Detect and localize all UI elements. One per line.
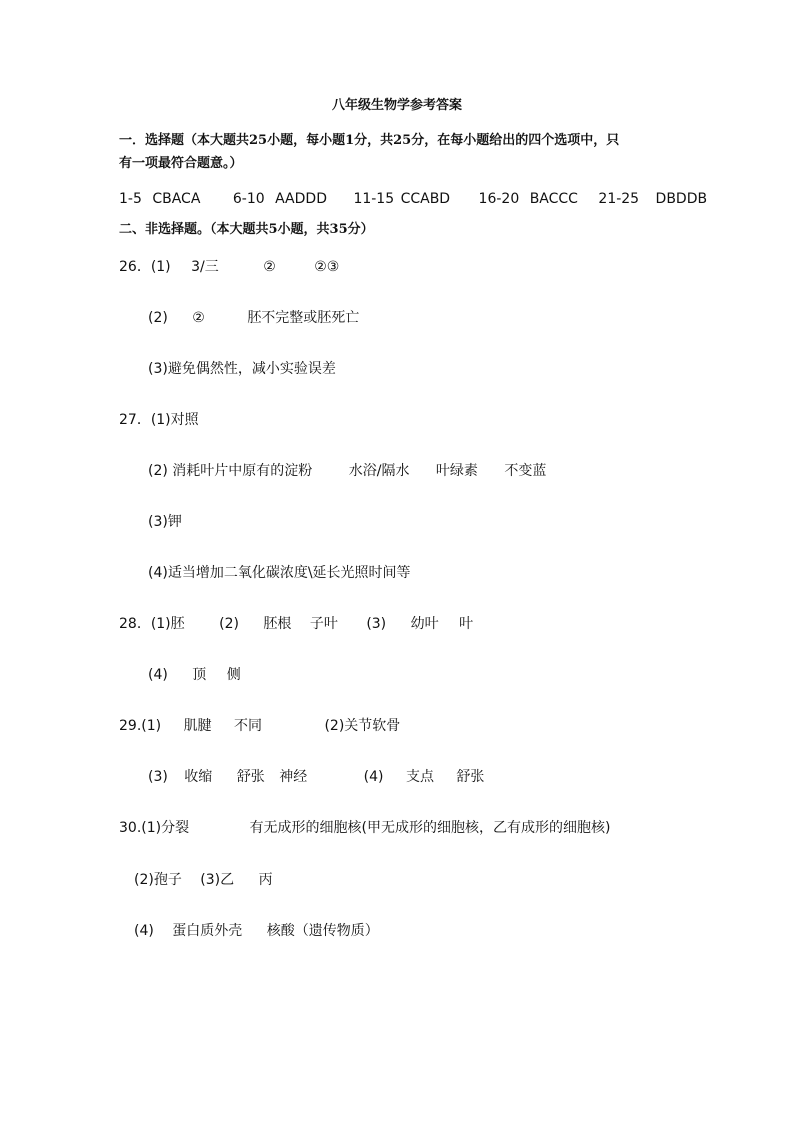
q30-answer: 核酸（遗传物质） xyxy=(266,923,379,939)
q27-line1: 27．(1)对照 xyxy=(119,412,199,428)
q26-answer: ② xyxy=(263,259,276,275)
section1-heading-line1: 一．选择题（本大题共25小题，每小题1分，共25分，在每小题给出的四个选项中，只 xyxy=(119,133,620,148)
q30-answer: (3)乙 xyxy=(200,872,235,888)
q30-sub-number: (4) xyxy=(134,923,154,939)
q29-answer: (2)关节软骨 xyxy=(324,718,401,734)
answer-range: 1-5 xyxy=(119,191,142,207)
q27-line3: (3)钾 xyxy=(148,514,182,530)
page-title: 八年级生物学参考答案 xyxy=(331,98,462,113)
q30-answer: 蛋白质外壳 xyxy=(172,923,243,939)
q28-answer: 胚根 xyxy=(263,616,292,632)
q26-answer: ②③ xyxy=(314,259,340,275)
q27-answer: 叶绿素 xyxy=(435,463,478,479)
q26-number: 26．(1) xyxy=(119,259,171,275)
answer-range: 21-25 xyxy=(598,191,640,207)
q28-answer: 28．(1)胚 xyxy=(119,616,185,632)
q27-answer: 不变蓝 xyxy=(504,463,547,479)
q29-sub-number: (3) xyxy=(148,769,168,785)
q29-sub-number: (4) xyxy=(363,769,384,785)
q29-answer: 支点 xyxy=(405,769,434,785)
q28-answer: 幼叶 xyxy=(410,616,439,632)
q26-line1 xyxy=(119,258,339,276)
q29-answer: 不同 xyxy=(234,718,263,734)
answer-keys: CCABD xyxy=(400,191,451,207)
q28-sub-number: (3) xyxy=(366,616,387,632)
q28-sub-number: (4) xyxy=(148,667,168,683)
q30-line3 xyxy=(134,922,379,940)
q30-answer: (2)孢子 xyxy=(134,872,182,888)
q29-line2 xyxy=(148,768,484,786)
q27-line4: (4)适当增加二氧化碳浓度\延长光照时间等 xyxy=(148,565,411,581)
q26-answer: ② xyxy=(192,310,205,326)
q28-line2 xyxy=(148,666,241,684)
q30-line1 xyxy=(119,819,611,837)
q28-answer: 顶 xyxy=(192,667,207,683)
q26-line2 xyxy=(148,309,359,327)
q26-answer: 3/三 xyxy=(191,259,219,275)
q26-line3: (3)避免偶然性，减小实验误差 xyxy=(148,361,336,377)
section1-heading-line2: 有一项最符合题意。） xyxy=(119,156,243,171)
q28-line1 xyxy=(119,615,473,633)
q30-answer: 丙 xyxy=(258,872,273,888)
q27-line2 xyxy=(148,462,546,480)
q28-answer: 侧 xyxy=(226,667,241,683)
answer-keys: AADDD xyxy=(275,191,327,207)
section2-heading: 二、非选择题。（本大题共5小题，共35分） xyxy=(119,222,374,237)
q29-answer: 肌腱 xyxy=(183,718,212,734)
q28-sub-number: (2) xyxy=(219,616,239,632)
q27-answer: (2) 消耗叶片中原有的淀粉 xyxy=(148,463,313,479)
q28-answer: 子叶 xyxy=(309,616,338,632)
answer-keys: BACCC xyxy=(529,191,578,207)
q29-number: 29.(1) xyxy=(119,718,162,734)
q28-answer: 叶 xyxy=(459,616,474,632)
choice-answers-row xyxy=(119,190,707,208)
q26-sub-number: (2) xyxy=(148,310,168,326)
answer-range: 16-20 xyxy=(478,191,520,207)
answer-keys: DBDDB xyxy=(655,191,708,207)
q29-answer: 神经 xyxy=(279,769,308,785)
q30-answer: 有无成形的细胞核(甲无成形的细胞核，乙有成形的细胞核) xyxy=(249,820,611,836)
q30-line2 xyxy=(134,871,273,889)
q27-answer: 水浴/隔水 xyxy=(348,463,410,479)
answer-keys: CBACA xyxy=(152,191,201,207)
q29-answer: 收缩 xyxy=(184,769,213,785)
answer-range: 11-15 xyxy=(353,191,395,207)
q29-answer: 舒张 xyxy=(236,769,265,785)
answer-range: 6-10 xyxy=(232,191,265,207)
q29-line1 xyxy=(119,717,400,735)
q26-answer: 胚不完整或胚死亡 xyxy=(247,310,360,326)
q29-answer: 舒张 xyxy=(456,769,485,785)
q30-answer: 30.(1)分裂 xyxy=(119,820,190,836)
